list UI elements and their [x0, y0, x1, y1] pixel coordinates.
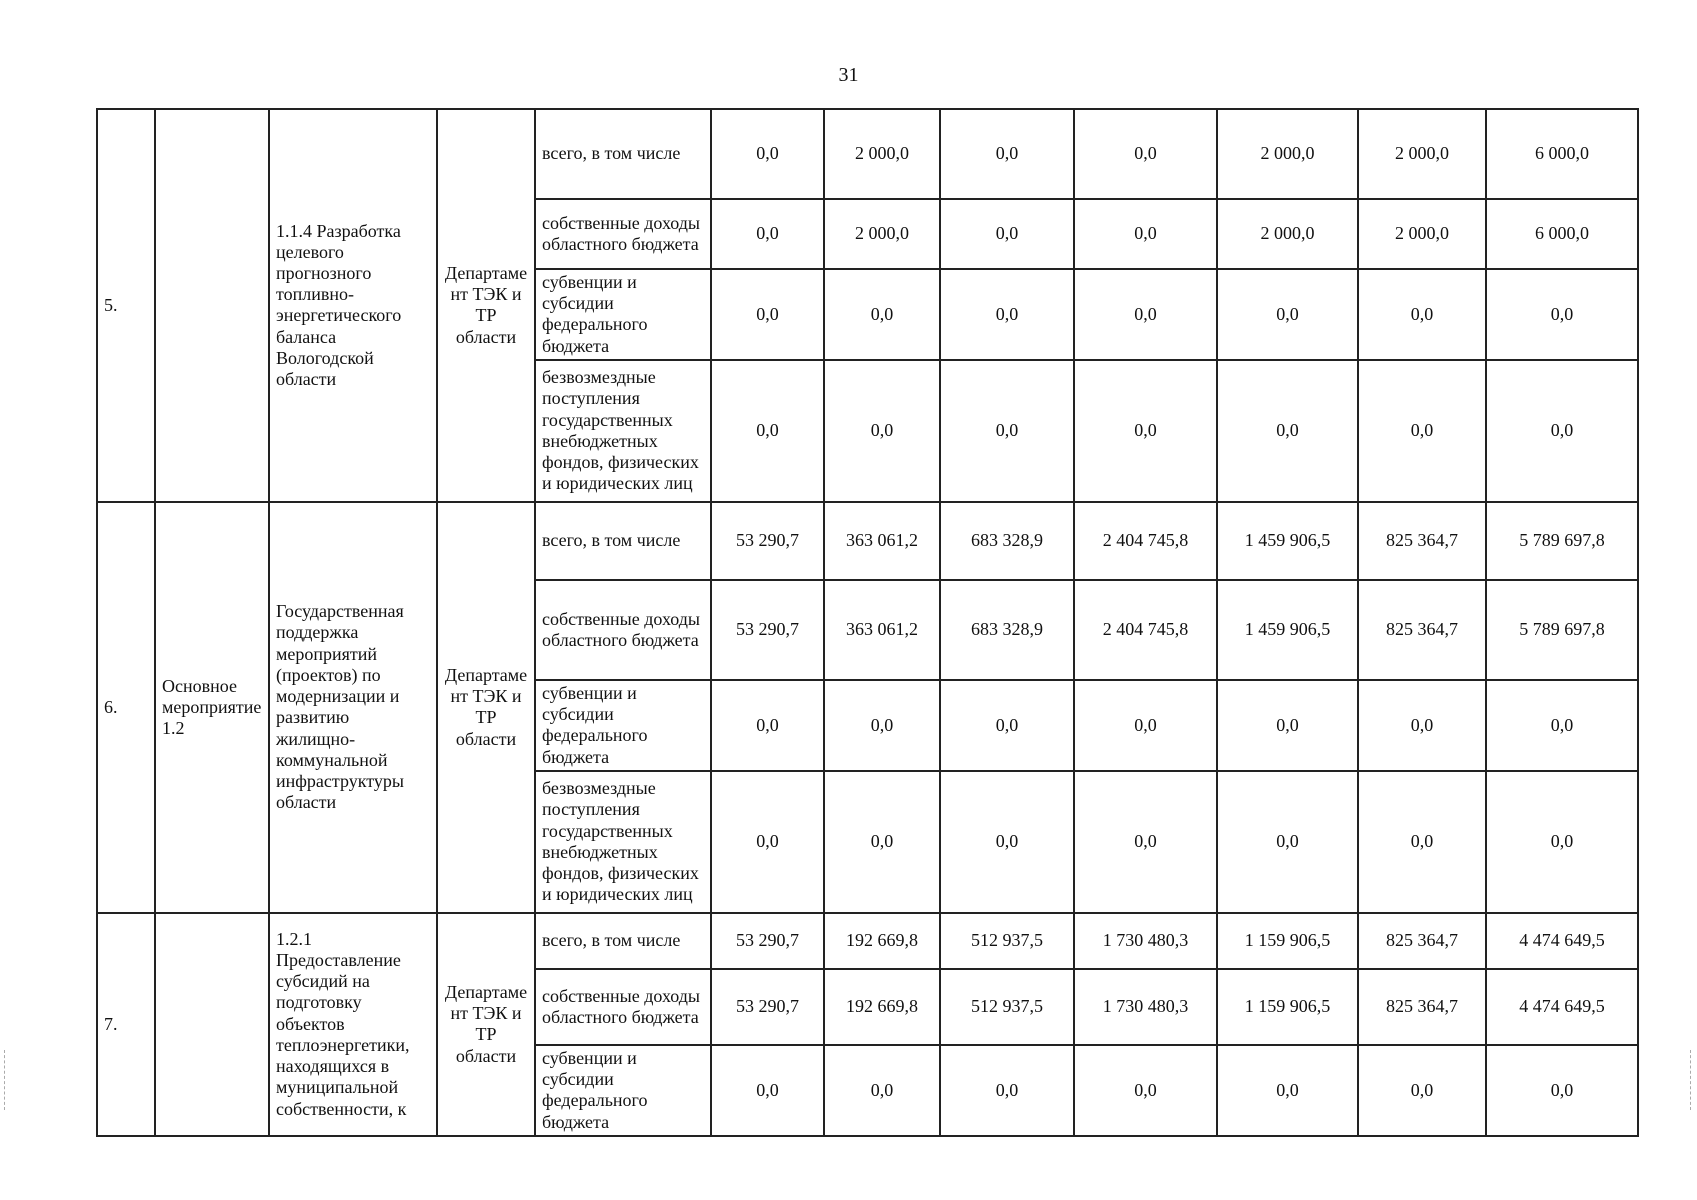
value-cell: 0,0 [1074, 1045, 1217, 1136]
table-row [97, 502, 1638, 580]
value-cell: 0,0 [1074, 109, 1217, 199]
value-cell: 0,0 [940, 360, 1074, 502]
value-cell: 0,0 [1486, 771, 1638, 913]
value-cell: 0,0 [1217, 771, 1358, 913]
funding-source: всего, в том числе [535, 502, 711, 580]
value-cell: 1 459 906,5 [1217, 502, 1358, 580]
executor: Департамент ТЭК и ТР области [437, 502, 535, 913]
value-cell: 512 937,5 [940, 969, 1074, 1045]
value-cell: 683 328,9 [940, 502, 1074, 580]
value-cell: 2 404 745,8 [1074, 580, 1217, 680]
value-cell: 53 290,7 [711, 502, 824, 580]
value-cell: 0,0 [940, 771, 1074, 913]
scan-edge-mark [4, 1050, 6, 1110]
value-cell: 0,0 [1074, 771, 1217, 913]
value-cell: 192 669,8 [824, 913, 940, 969]
value-cell: 2 000,0 [1358, 199, 1486, 269]
value-cell: 0,0 [1217, 269, 1358, 360]
row-number: 6. [97, 502, 155, 913]
value-cell: 0,0 [824, 1045, 940, 1136]
value-cell: 825 364,7 [1358, 580, 1486, 680]
value-cell: 0,0 [940, 680, 1074, 771]
value-cell: 0,0 [1358, 1045, 1486, 1136]
value-cell: 0,0 [1217, 680, 1358, 771]
value-cell: 0,0 [711, 360, 824, 502]
scan-edge-mark [1690, 1050, 1692, 1110]
funding-source: всего, в том числе [535, 913, 711, 969]
value-cell: 0,0 [940, 1045, 1074, 1136]
event-name [155, 913, 269, 1136]
value-cell: 4 474 649,5 [1486, 913, 1638, 969]
value-cell: 6 000,0 [1486, 109, 1638, 199]
value-cell: 1 730 480,3 [1074, 913, 1217, 969]
value-cell: 53 290,7 [711, 969, 824, 1045]
value-cell: 2 000,0 [1217, 199, 1358, 269]
value-cell: 825 364,7 [1358, 969, 1486, 1045]
row-number: 7. [97, 913, 155, 1136]
executor: Департамент ТЭК и ТР области [437, 913, 535, 1136]
executor: Департамент ТЭК и ТР области [437, 109, 535, 502]
value-cell: 0,0 [711, 1045, 824, 1136]
funding-source: безвозмездные поступления государственных внебюджетных фондов, физических и юридических лиц [535, 360, 711, 502]
value-cell: 6 000,0 [1486, 199, 1638, 269]
table-row [97, 109, 1638, 199]
value-cell: 0,0 [1074, 360, 1217, 502]
measure-description: Государственная поддержка мероприятий (проектов) по модернизации и развитию жилищно-коммунальной инфраструктуры области [269, 502, 437, 913]
value-cell: 0,0 [1217, 360, 1358, 502]
funding-source: собственные доходы областного бюджета [535, 969, 711, 1045]
value-cell: 2 404 745,8 [1074, 502, 1217, 580]
value-cell: 0,0 [1486, 1045, 1638, 1136]
event-name [155, 109, 269, 502]
value-cell: 2 000,0 [824, 199, 940, 269]
value-cell: 0,0 [1217, 1045, 1358, 1136]
value-cell: 2 000,0 [1217, 109, 1358, 199]
value-cell: 683 328,9 [940, 580, 1074, 680]
table-row [97, 913, 1638, 969]
value-cell: 0,0 [1486, 680, 1638, 771]
funding-source: всего, в том числе [535, 109, 711, 199]
value-cell: 2 000,0 [824, 109, 940, 199]
value-cell: 0,0 [1358, 360, 1486, 502]
value-cell: 363 061,2 [824, 580, 940, 680]
value-cell: 0,0 [711, 771, 824, 913]
value-cell: 0,0 [711, 680, 824, 771]
funding-source: собственные доходы областного бюджета [535, 580, 711, 680]
value-cell: 192 669,8 [824, 969, 940, 1045]
value-cell: 0,0 [1074, 680, 1217, 771]
value-cell: 0,0 [1358, 771, 1486, 913]
value-cell: 0,0 [824, 680, 940, 771]
funding-source: собственные доходы областного бюджета [535, 199, 711, 269]
value-cell: 825 364,7 [1358, 913, 1486, 969]
value-cell: 0,0 [711, 199, 824, 269]
funding-source: безвозмездные поступления государственных внебюджетных фондов, физических и юридических лиц [535, 771, 711, 913]
value-cell: 0,0 [940, 199, 1074, 269]
value-cell: 1 730 480,3 [1074, 969, 1217, 1045]
value-cell: 2 000,0 [1358, 109, 1486, 199]
event-name: Основное мероприятие 1.2 [155, 502, 269, 913]
funding-source: субвенции и субсидии федерального бюджета [535, 1045, 711, 1136]
value-cell: 1 159 906,5 [1217, 913, 1358, 969]
value-cell: 0,0 [824, 360, 940, 502]
value-cell: 0,0 [824, 771, 940, 913]
funding-source: субвенции и субсидии федерального бюджета [535, 269, 711, 360]
value-cell: 0,0 [1486, 269, 1638, 360]
row-number: 5. [97, 109, 155, 502]
value-cell: 0,0 [1486, 360, 1638, 502]
funding-source: субвенции и субсидии федерального бюджета [535, 680, 711, 771]
value-cell: 5 789 697,8 [1486, 580, 1638, 680]
page-number: 31 [838, 64, 859, 86]
value-cell: 53 290,7 [711, 913, 824, 969]
funding-table [96, 108, 1639, 1137]
value-cell: 1 159 906,5 [1217, 969, 1358, 1045]
value-cell: 512 937,5 [940, 913, 1074, 969]
value-cell: 0,0 [940, 109, 1074, 199]
value-cell: 5 789 697,8 [1486, 502, 1638, 580]
measure-description: 1.2.1 Предоставление субсидий на подготовку объектов теплоэнергетики, находящихся в муниципальной собственности, к [269, 913, 437, 1136]
value-cell: 0,0 [1074, 199, 1217, 269]
value-cell: 0,0 [711, 269, 824, 360]
value-cell: 53 290,7 [711, 580, 824, 680]
value-cell: 363 061,2 [824, 502, 940, 580]
value-cell: 0,0 [1358, 680, 1486, 771]
value-cell: 4 474 649,5 [1486, 969, 1638, 1045]
measure-description: 1.1.4 Разработка целевого прогнозного топливно-энергетического баланса Вологодской области [269, 109, 437, 502]
value-cell: 0,0 [940, 269, 1074, 360]
value-cell: 1 459 906,5 [1217, 580, 1358, 680]
value-cell: 0,0 [711, 109, 824, 199]
value-cell: 825 364,7 [1358, 502, 1486, 580]
value-cell: 0,0 [824, 269, 940, 360]
value-cell: 0,0 [1358, 269, 1486, 360]
value-cell: 0,0 [1074, 269, 1217, 360]
